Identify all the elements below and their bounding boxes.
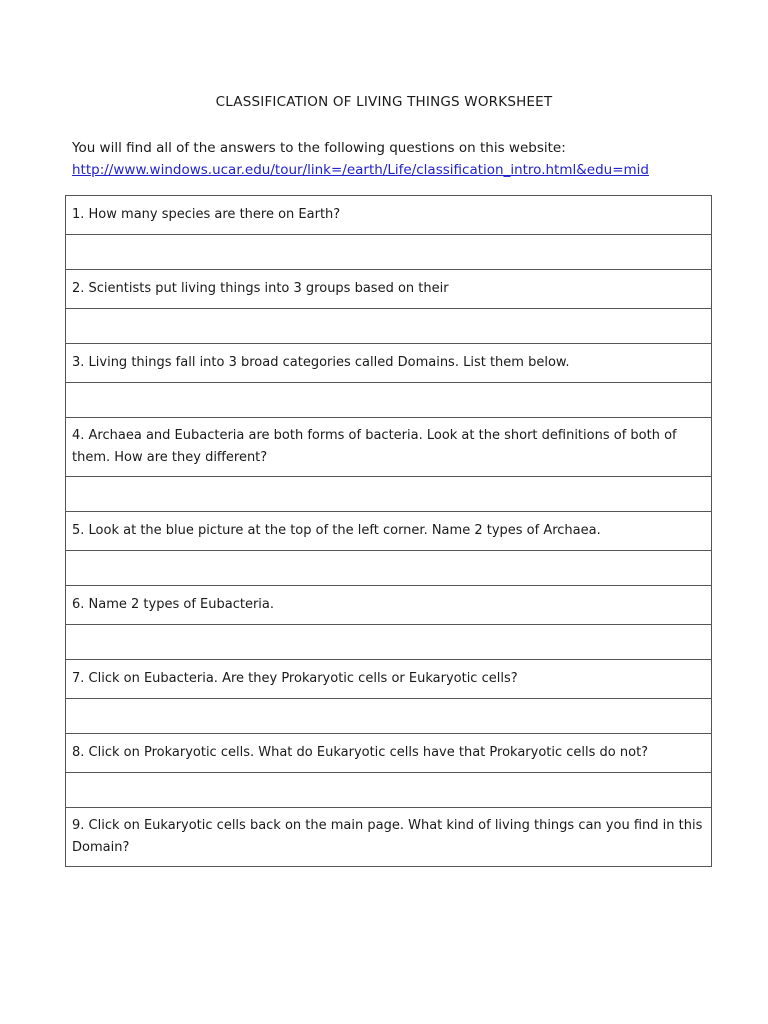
answer-row: [66, 699, 712, 734]
question-row: [66, 586, 712, 625]
question-row: [66, 808, 712, 867]
answer-row: [66, 383, 712, 418]
question-8: 8. Click on Prokaryotic cells. What do Eukaryotic cells have that Prokaryotic cells do not?: [66, 734, 712, 773]
intro-text: You will find all of the answers to the following questions on this website:: [72, 140, 566, 156]
answer-row: [66, 477, 712, 512]
question-5: 5. Look at the blue picture at the top of the left corner. Name 2 types of Archaea.: [66, 512, 712, 551]
answer-1[interactable]: [66, 235, 712, 270]
answer-3[interactable]: [66, 383, 712, 418]
answer-row: [66, 235, 712, 270]
answer-4[interactable]: [66, 477, 712, 512]
answer-6[interactable]: [66, 625, 712, 660]
question-2: 2. Scientists put living things into 3 groups based on their: [66, 270, 712, 309]
answer-8[interactable]: [66, 773, 712, 808]
worksheet-title: CLASSIFICATION OF LIVING THINGS WORKSHEET: [215, 94, 553, 110]
answer-row: [66, 625, 712, 660]
question-7: 7. Click on Eubacteria. Are they Prokaryotic cells or Eukaryotic cells?: [66, 660, 712, 699]
question-6: 6. Name 2 types of Eubacteria.: [66, 586, 712, 625]
answer-row: [66, 773, 712, 808]
question-9: 9. Click on Eukaryotic cells back on the main page. What kind of living things can you find in this Domain?: [66, 808, 712, 867]
question-row: [66, 734, 712, 773]
answer-2[interactable]: [66, 309, 712, 344]
website-link[interactable]: http://www.windows.ucar.edu/tour/link=/earth/Life/classification_intro.html&edu=mid: [72, 162, 649, 178]
answer-row: [66, 551, 712, 586]
question-row: [66, 418, 712, 477]
intro: [72, 137, 649, 181]
answer-7[interactable]: [66, 699, 712, 734]
question-4: 4. Archaea and Eubacteria are both forms of bacteria. Look at the short definitions of both of them. How are they different?: [66, 418, 712, 477]
answer-row: [66, 309, 712, 344]
answer-5[interactable]: [66, 551, 712, 586]
question-row: [66, 270, 712, 309]
question-3: 3. Living things fall into 3 broad categories called Domains. List them below.: [66, 344, 712, 383]
question-1: 1. How many species are there on Earth?: [66, 196, 712, 235]
question-row: [66, 660, 712, 699]
question-row: [66, 344, 712, 383]
question-row: [66, 196, 712, 235]
question-row: [66, 512, 712, 551]
questions-table: [65, 195, 712, 867]
